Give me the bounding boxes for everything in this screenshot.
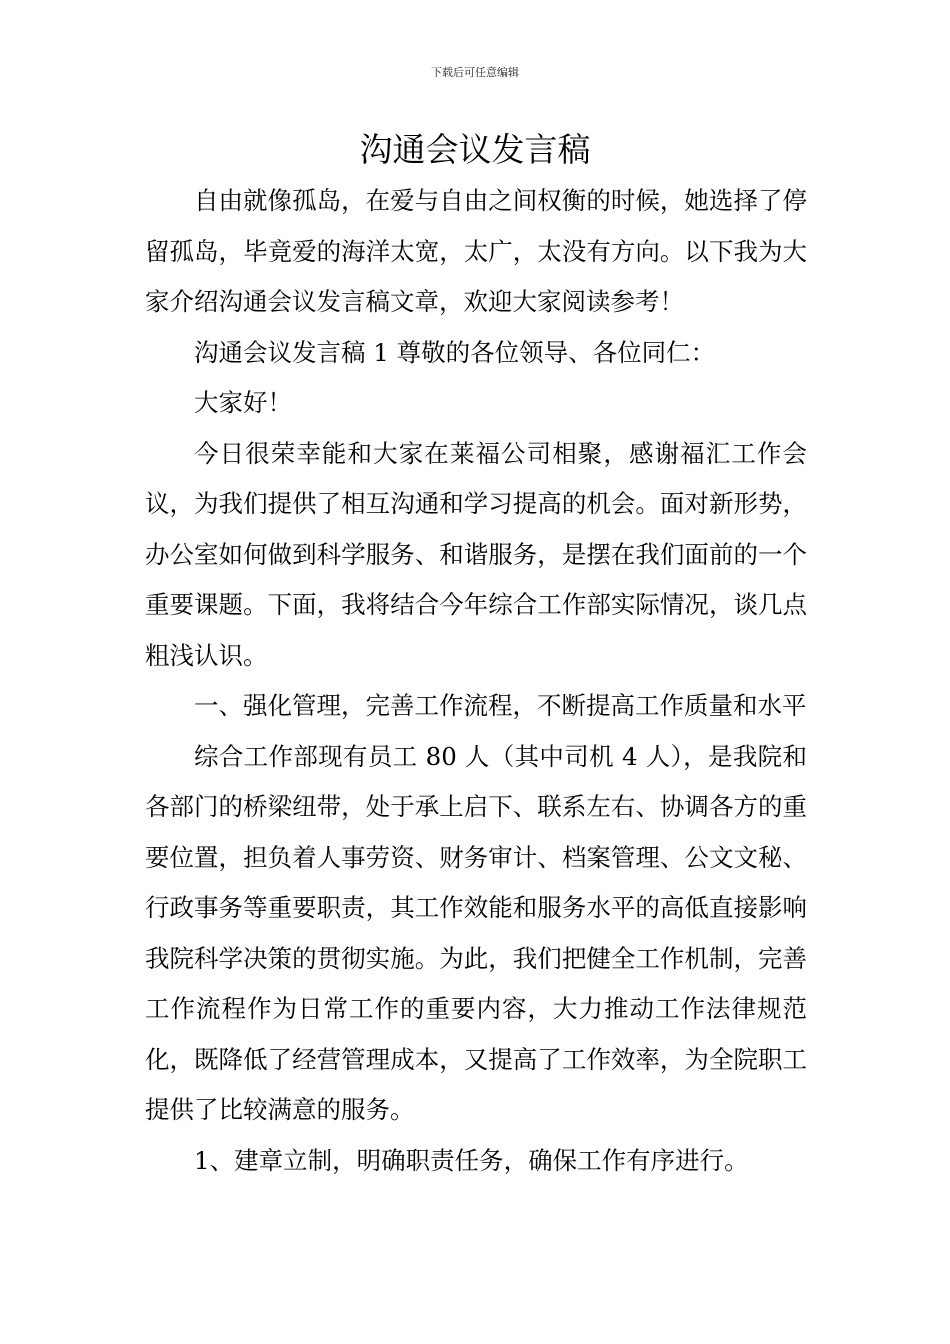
document-body [145,176,807,1186]
paragraph-opening: 今日很荣幸能和大家在莱福公司相聚，感谢福汇工作会议，为我们提供了相互沟通和学习提高的机会。面对新形势，办公室如何做到科学服务、和谐服务，是摆在我们面前的一个重要课题。下面，我将结合今年综合工作部实际情况，谈几点粗浅认识。 [145,438,807,670]
section-heading-1: 一、强化管理，完善工作流程，不断提高工作质量和水平 [194,691,807,720]
paragraph-intro: 自由就像孤岛，在爱与自由之间权衡的时候，她选择了停留孤岛，毕竟爱的海洋太宽，太广，太没有方向。以下我为大家介绍沟通会议发言稿文章，欢迎大家阅读参考！ [145,186,807,316]
document-title: 沟通会议发言稿 [359,130,591,169]
paragraph-salutation: 沟通会议发言稿 1 尊敬的各位领导、各位同仁： [194,337,716,367]
page-header-note: 下载后可任意编辑 [431,66,519,79]
subheading-1: 1、建章立制，明确职责任务，确保工作有序进行。 [194,1145,749,1175]
paragraph-greeting: 大家好！ [194,388,292,417]
paragraph-department: 综合工作部现有员工 80 人（其中司机 4 人），是我院和各部门的桥梁纽带，处于承上启下、联系左右、协调各方的重要位置，担负着人事劳资、财务审计、档案管理、公文文秘、行政事务等重要职责，其工作效能和服务水平的高低直接影响我院科学决策的贯彻实施。为此，我们把健全工作机制，完善工作流程作为日常工作的重要内容，大力推动工作法律规范化，既降低了经营管理成本，又提高了工作效率，为全院职工提供了比较满意的服务。 [145,741,807,1124]
